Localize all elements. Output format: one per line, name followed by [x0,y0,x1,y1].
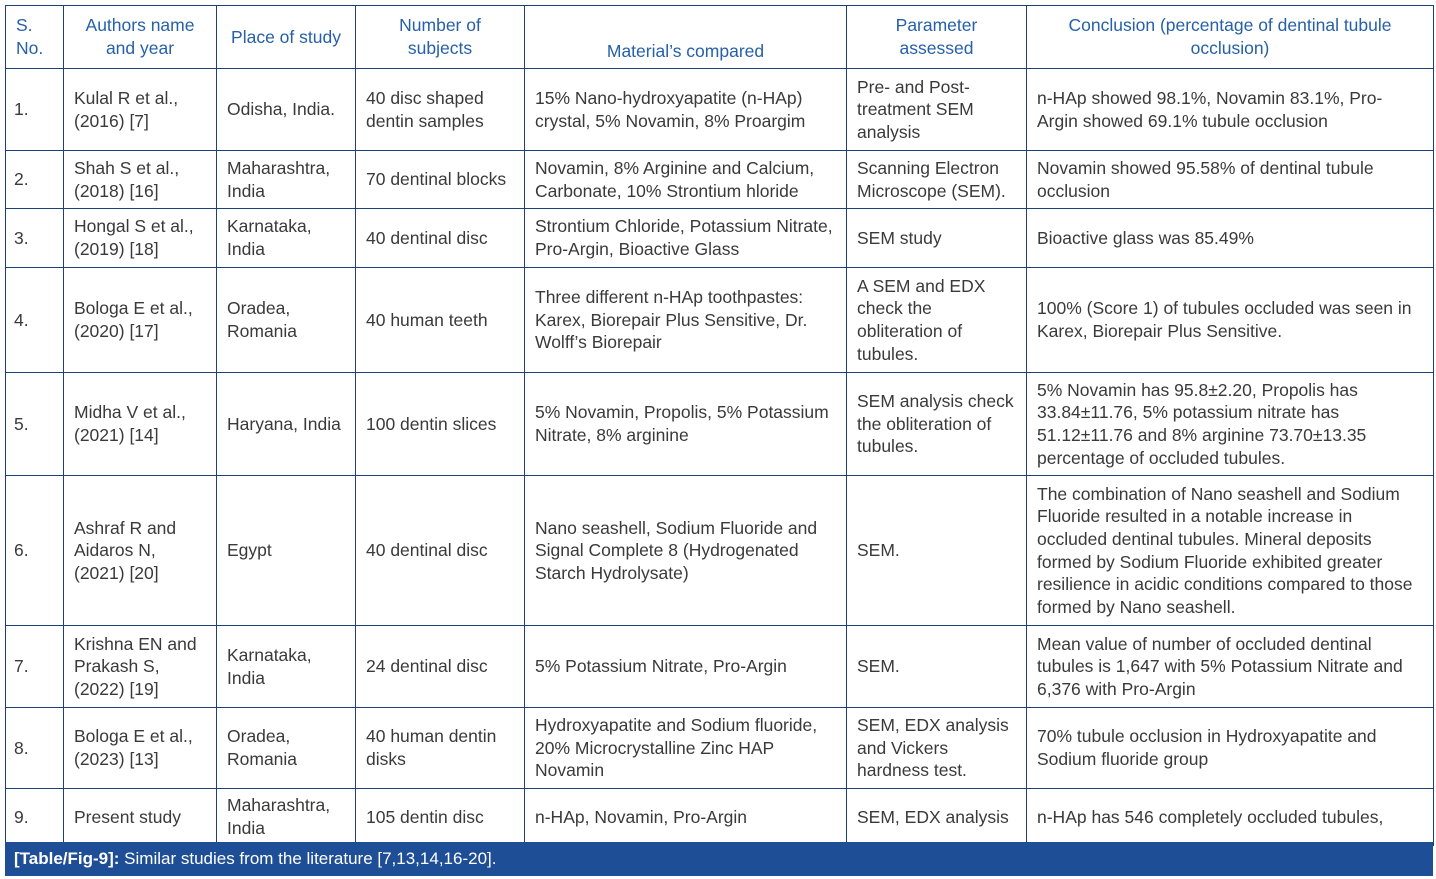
cell-conclusion: The combination of Nano seashell and Sodium Fluoride resulted in a notable increase in occluded dentinal tubules. Mineral deposits formed by Sodium Fluoride exhibited greater resilience in acidic conditions compared to those formed by Nano seashell. [1027,476,1434,626]
cell-parameter: SEM, EDX analysis [847,789,1027,846]
cell-subjects: 70 dentinal blocks [356,151,525,209]
cell-subjects: 40 human teeth [356,268,525,373]
cell-author: Present study [64,789,217,846]
header-conclusion: Conclusion (percentage of dentinal tubule occlusion) [1027,6,1434,69]
cell-materials: n-HAp, Novamin, Pro-Argin [525,789,847,846]
caption-text: Similar studies from the literature [7,13,14,16-20]. [119,849,497,868]
cell-materials: Novamin, 8% Arginine and Calcium, Carbonate, 10% Strontium hloride [525,151,847,209]
cell-author: Hongal S et al., (2019) [18] [64,209,217,268]
table-row [6,708,1434,789]
cell-parameter: SEM. [847,626,1027,708]
cell-conclusion: Novamin showed 95.58% of dentinal tubule occlusion [1027,151,1434,209]
cell-place: Karnataka, India [217,626,356,708]
table-row [6,626,1434,708]
cell-conclusion: Bioactive glass was 85.49% [1027,209,1434,268]
cell-materials: 5% Novamin, Propolis, 5% Potassium Nitrate, 8% arginine [525,373,847,476]
cell-author: Ashraf R and Aidaros N, (2021) [20] [64,476,217,626]
cell-conclusion: 70% tubule occlusion in Hydroxyapatite and Sodium fluoride group [1027,708,1434,789]
cell-parameter: Pre- and Post-treatment SEM analysis [847,69,1027,151]
cell-parameter: Scanning Electron Microscope (SEM). [847,151,1027,209]
cell-materials: 5% Potassium Nitrate, Pro-Argin [525,626,847,708]
cell-subjects: 105 dentin disc [356,789,525,846]
cell-subjects: 40 human dentin disks [356,708,525,789]
header-subjects: Number of subjects [356,6,525,69]
cell-materials: Nano seashell, Sodium Fluoride and Signal Complete 8 (Hydrogenated Starch Hydrolysate) [525,476,847,626]
cell-place: Oradea, Romania [217,268,356,373]
table-row [6,789,1434,846]
cell-subjects: 24 dentinal disc [356,626,525,708]
cell-author: Krishna EN and Prakash S, (2022) [19] [64,626,217,708]
cell-sno: 6. [6,476,64,626]
cell-sno: 1. [6,69,64,151]
cell-sno: 8. [6,708,64,789]
literature-table [5,5,1434,846]
cell-parameter: A SEM and EDX check the obliteration of tubules. [847,268,1027,373]
table-row [6,151,1434,209]
cell-author: Shah S et al., (2018) [16] [64,151,217,209]
cell-place: Maharashtra, India [217,789,356,846]
cell-place: Oradea, Romania [217,708,356,789]
cell-subjects: 40 dentinal disc [356,209,525,268]
cell-subjects: 40 disc shaped dentin samples [356,69,525,151]
cell-place: Maharashtra, India [217,151,356,209]
table-row [6,69,1434,151]
cell-sno: 2. [6,151,64,209]
cell-materials: Hydroxyapatite and Sodium fluoride, 20% Microcrystalline Zinc HAP Novamin [525,708,847,789]
cell-place: Karnataka, India [217,209,356,268]
header-author: Authors name and year [64,6,217,69]
cell-conclusion: 5% Novamin has 95.8±2.20, Propolis has 33.84±11.76, 5% potassium nitrate has 51.12±11.76 and 8% arginine 73.70±13.35 percentage of occluded tubules. [1027,373,1434,476]
cell-parameter: SEM study [847,209,1027,268]
cell-conclusion: Mean value of number of occluded dentinal tubules is 1,647 with 5% Potassium Nitrate and 6,376 with Pro-Argin [1027,626,1434,708]
cell-conclusion: n-HAp showed 98.1%, Novamin 83.1%, Pro-Argin showed 69.1% tubule occlusion [1027,69,1434,151]
cell-parameter: SEM. [847,476,1027,626]
cell-subjects: 100 dentin slices [356,373,525,476]
caption-label: [Table/Fig-9]: [14,849,120,868]
cell-materials: 15% Nano-hydroxyapatite (n-HAp) crystal, 5% Novamin, 8% Proargim [525,69,847,151]
cell-author: Bologa E et al., (2023) [13] [64,708,217,789]
cell-sno: 3. [6,209,64,268]
cell-author: Midha V et al., (2021) [14] [64,373,217,476]
cell-subjects: 40 dentinal disc [356,476,525,626]
cell-place: Odisha, India. [217,69,356,151]
cell-conclusion: 100% (Score 1) of tubules occluded was seen in Karex, Biorepair Plus Sensitive. [1027,268,1434,373]
literature-table-container [5,5,1433,846]
cell-parameter: SEM analysis check the obliteration of tubules. [847,373,1027,476]
header-parameter: Parameter assessed [847,6,1027,69]
cell-parameter: SEM, EDX analysis and Vickers hardness test. [847,708,1027,789]
cell-materials: Three different n-HAp toothpastes: Karex, Biorepair Plus Sensitive, Dr. Wolff’s Biorepair [525,268,847,373]
cell-conclusion: n-HAp has 546 completely occluded tubules, [1027,789,1434,846]
table-row [6,373,1434,476]
cell-place: Haryana, India [217,373,356,476]
table-row [6,268,1434,373]
cell-author: Kulal R et al., (2016) [7] [64,69,217,151]
cell-place: Egypt [217,476,356,626]
header-place: Place of study [217,6,356,69]
cell-author: Bologa E et al., (2020) [17] [64,268,217,373]
cell-materials: Strontium Chloride, Potassium Nitrate, Pro-Argin, Bioactive Glass [525,209,847,268]
cell-sno: 9. [6,789,64,846]
table-caption [5,842,1433,876]
cell-sno: 5. [6,373,64,476]
table-header-row [6,6,1434,69]
table-row [6,209,1434,268]
cell-sno: 4. [6,268,64,373]
table-row [6,476,1434,626]
header-sno: S. No. [6,6,64,69]
cell-sno: 7. [6,626,64,708]
header-materials: Material’s compared [525,6,847,69]
